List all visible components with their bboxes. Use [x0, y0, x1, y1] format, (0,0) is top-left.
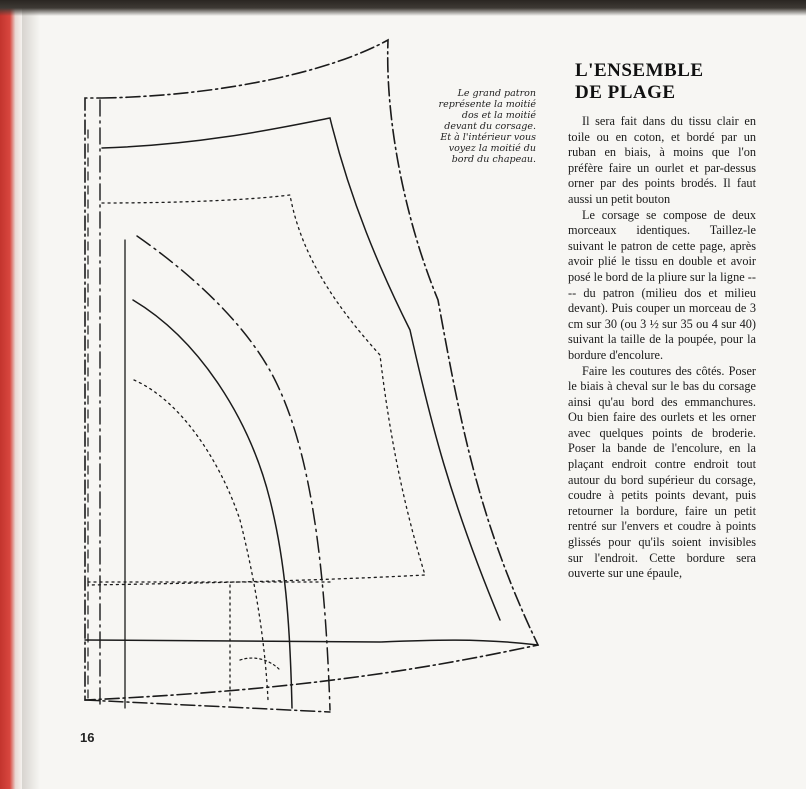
hat-brim-solid — [133, 300, 292, 708]
paragraph-2: Le corsage se compose de deux morceaux identiques. Taillez-le suivant le patron de cette page, après avoir plié le tissu en double et avoir posé le bord de la pliure sur la ligne ---- du patron (milieu dos et milieu devant). Puis couper un morceau de 3 cm sur 30 (ou 3 ½ sur 35 ou 4 sur 40) suivant la taille de la poupée, pour la bordure d'encolure. — [568, 207, 756, 362]
article-body — [568, 114, 756, 582]
hat-brim-outer — [137, 236, 330, 710]
page-number: 16 — [80, 730, 95, 745]
paragraph-1: Il sera fait dans du tissu clair en toile ou en coton, et bordé par un ruban en biais, à moins que l'on préfère faire un ourlet et par-dessus orner par des points brodés. Il faut aussi un petit bouton — [568, 114, 756, 206]
bodice-neckline — [102, 118, 500, 620]
title-line-1: L'ENSEMBLE — [575, 60, 704, 81]
hat-brim-dotted — [134, 380, 268, 700]
pattern-caption: Le grand patron représente la moitié dos et la moitié devant du corsage. Et à l'intérieur vous voyez la moitié du bord du chapeau. — [438, 88, 536, 165]
small-dotted-curve — [240, 658, 280, 670]
article-title — [575, 60, 775, 104]
title-line-2: DE PLAGE — [575, 82, 676, 103]
paragraph-3: Faire les coutures des côtés. Poser le biais à cheval sur le bas du corsage ainsi qu'au bord des emmanchures. Ou bien faire des ourlets et les orner avec quelques points de broderie. Poser la bande de l'encolure, en la plaçant endroit contre endroit tout autour du bord supérieur du corsage, coudre à petits points devant, puis retourner la bordure, faire un petit rentré sur l'envers et coudre à points glissés pour qu'ils soient invisibles sur l'endroit. Cette bordure sera ouverte sur une épaule, — [568, 363, 756, 581]
bodice-hem-line — [85, 640, 538, 645]
bottom-dash-line — [85, 700, 330, 712]
